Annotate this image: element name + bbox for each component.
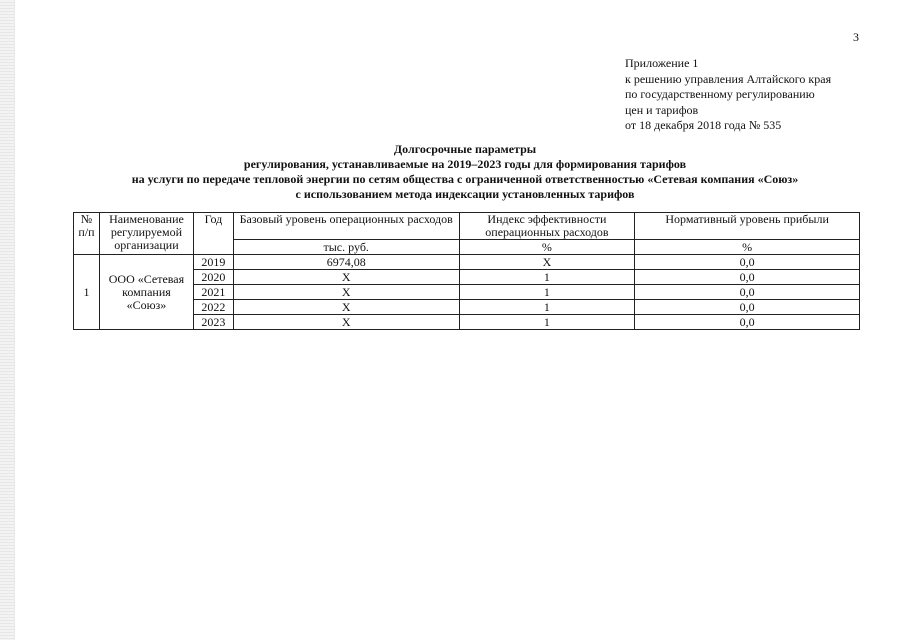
unit-index: % [459,240,635,255]
cell-base: Х [233,285,459,300]
heading-line: Долгосрочные параметры [393,142,537,156]
row-number: 1 [74,255,100,330]
page-number: 3 [853,30,859,44]
cell-year: 2022 [193,300,233,315]
cell-profit: 0,0 [635,300,860,315]
cell-year: 2020 [193,270,233,285]
heading-line: с использованием метода индексации установленных тарифов [295,187,635,201]
cell-index: 1 [459,300,635,315]
header-org: Наименование регулируемой организации [99,213,193,255]
cell-profit: 0,0 [635,285,860,300]
header-index: Индекс эффективности операционных расходов [459,213,635,240]
document-heading [70,142,860,202]
appendix-line: от 18 декабря 2018 года № 535 [625,118,782,132]
appendix-line: к решению управления Алтайского края [625,71,832,86]
cell-base: Х [233,300,459,315]
cell-index: Х [459,255,635,270]
table-header-row [74,213,860,240]
appendix-block [625,56,831,134]
scan-edge [0,0,15,640]
cell-year: 2021 [193,285,233,300]
organization-name: ООО «Сетевая компания «Союз» [99,255,193,330]
header-num: № п/п [74,213,100,255]
cell-profit: 0,0 [635,255,860,270]
appendix-line: цен и тарифов [625,102,699,117]
unit-base: тыс. руб. [233,240,459,255]
cell-base: 6974,08 [233,255,459,270]
header-base: Базовый уровень операционных расходов [233,213,459,240]
cell-profit: 0,0 [635,270,860,285]
unit-profit: % [635,240,860,255]
parameters-table [73,212,860,330]
header-year: Год [193,213,233,255]
cell-base: Х [233,315,459,330]
heading-line: на услуги по передаче тепловой энергии по сетям общества с ограниченной ответственностью «Сетевая компания «Союз» [131,172,799,186]
header-profit: Нормативный уровень прибыли [635,213,860,240]
cell-year: 2019 [193,255,233,270]
cell-index: 1 [459,285,635,300]
table-row [74,255,860,270]
cell-index: 1 [459,270,635,285]
cell-profit: 0,0 [635,315,860,330]
appendix-line: Приложение 1 [625,56,699,70]
cell-index: 1 [459,315,635,330]
heading-line: регулирования, устанавливаемые на 2019–2023 годы для формирования тарифов [243,157,687,171]
cell-year: 2023 [193,315,233,330]
appendix-line: по государственному регулированию [625,87,815,101]
cell-base: Х [233,270,459,285]
